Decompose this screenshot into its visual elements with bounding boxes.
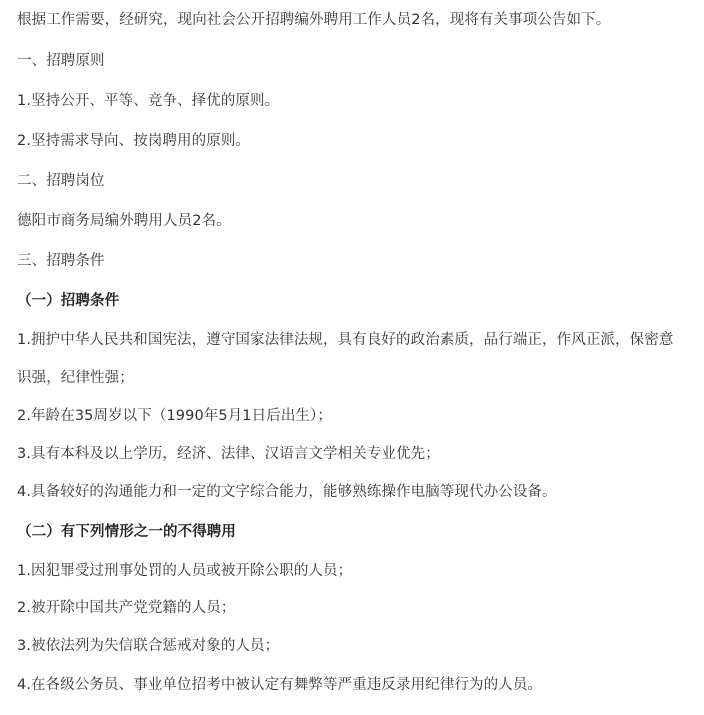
- condition-item-1-line-1: 1.拥护中华人民共和国宪法，遵守国家法律法规，具有良好的政治素质，品行端正，作风正派，保密意: [17, 332, 674, 348]
- principle-item-2: 2.坚持需求导向、按岗聘用的原则。: [17, 133, 251, 149]
- exclusion-item-2: 2.被开除中国共产党党籍的人员；: [17, 600, 236, 616]
- exclusion-item-3: 3.被依法列为失信联合惩戒对象的人员；: [17, 638, 280, 654]
- section-heading-principles: 一、招聘原则: [17, 53, 105, 69]
- principle-item-1: 1.坚持公开、平等、竞争、择优的原则。: [17, 93, 280, 109]
- section-heading-conditions: 三、招聘条件: [17, 253, 105, 269]
- subsection-heading-exclusions: （二）有下列情形之一的不得聘用: [17, 524, 236, 540]
- condition-item-4: 4.具备较好的沟通能力和一定的文字综合能力，能够熟练操作电脑等现代办公设备。: [17, 484, 557, 500]
- subsection-heading-conditions: （一）招聘条件: [17, 293, 120, 309]
- condition-item-3: 3.具有本科及以上学历，经济、法律、汉语言文学相关专业优先；: [17, 446, 440, 462]
- intro-paragraph: 根据工作需要，经研究，现向社会公开招聘编外聘用工作人员2名，现将有关事项公告如下。: [17, 12, 611, 28]
- positions-text: 德阳市商务局编外聘用人员2名。: [17, 213, 231, 229]
- exclusion-item-4: 4.在各级公务员、事业单位招考中被认定有舞弊等严重违反录用纪律行为的人员。: [17, 677, 543, 693]
- exclusion-item-1: 1.因犯罪受过刑事处罚的人员或被开除公职的人员；: [17, 563, 353, 579]
- condition-item-1-line-2: 识强，纪律性强；: [17, 370, 134, 386]
- section-heading-positions: 二、招聘岗位: [17, 173, 105, 189]
- condition-item-2: 2.年龄在35周岁以下（1990年5月1日后出生）；: [17, 408, 332, 424]
